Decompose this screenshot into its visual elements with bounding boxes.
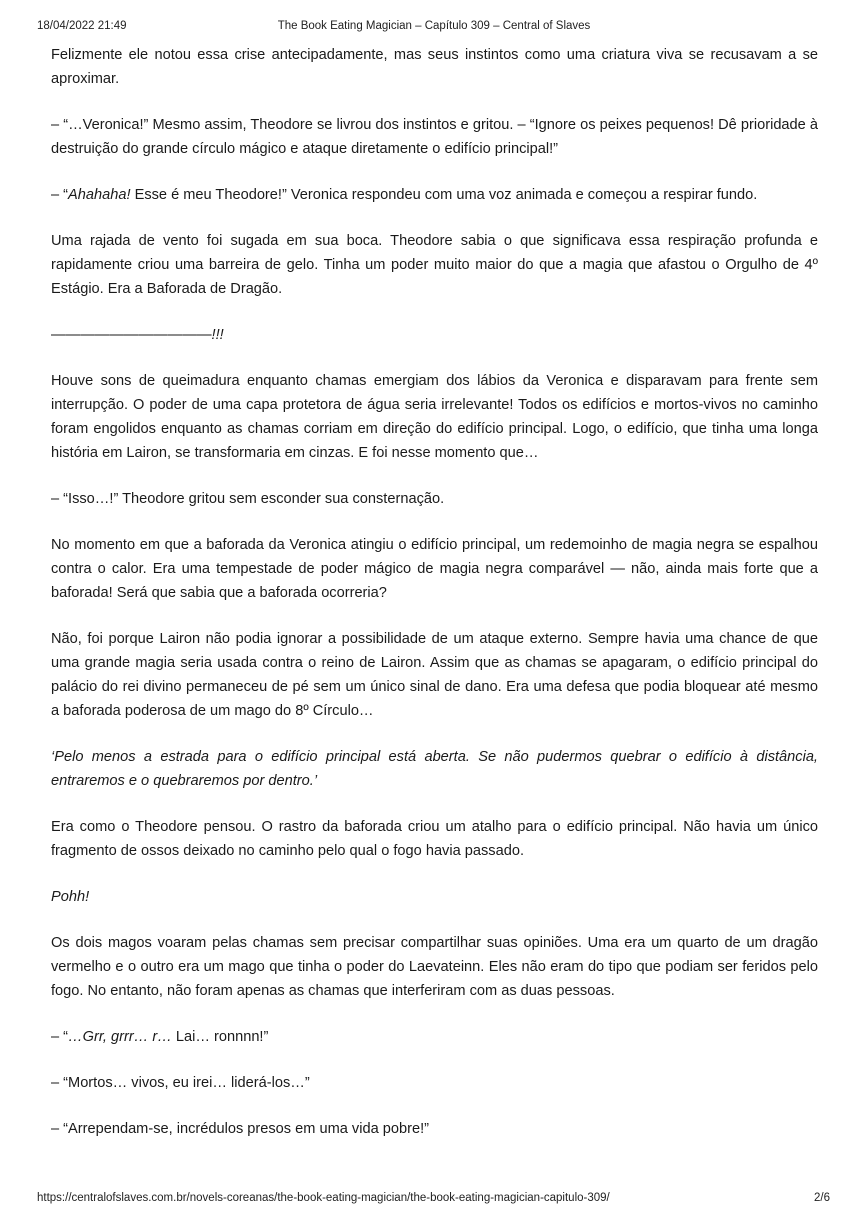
paragraph: No momento em que a baforada da Veronica atingiu o edifício principal, um redemoinho de magia negra se espalhou contra o calor. Era uma tempestade de poder mágico de magia negra comparável — não, ainda mais forte que a baforada! Será que sabia que a baforada ocorreria? xyxy=(51,537,818,601)
paragraph: – “Arrependam-se, incrédulos presos em uma vida pobre!” xyxy=(51,1121,429,1137)
paragraph: Os dois magos voaram pelas chamas sem precisar compartilhar suas opiniões. Uma era um quarto de um dragão vermelho e o outro era um mago que tinha o poder do Laevateinn. Eles não eram do tipo que podiam ser feridos pelo fogo. No entanto, não foram apenas as chamas que interferiram com as duas pessoas. xyxy=(51,935,818,999)
paragraph: Era como o Theodore pensou. O rastro da baforada criou um atalho para o edifício principal. Não havia um único fragmento de ossos deixado no caminho pelo qual o fogo havia passado. xyxy=(51,819,818,859)
sound-effect: Pohh! xyxy=(51,889,90,905)
italic-laugh: Ahahaha! xyxy=(68,187,131,203)
chapter-text xyxy=(51,43,818,1141)
dialogue-open: – “ xyxy=(51,187,69,203)
italic-growl: …Grr, grrr… r… xyxy=(68,1029,172,1045)
paragraph: Felizmente ele notou essa crise antecipadamente, mas seus instintos como uma criatura viva se recusavam a se aproximar. xyxy=(51,47,818,87)
paragraph: Houve sons de queimadura enquanto chamas emergiam dos lábios da Veronica e disparavam para frente sem interrupção. O poder de uma capa protetora de água seria irrelevante! Todos os edifícios e mortos-vivos no caminho foram engolidos enquanto as chamas corriam em direção do edifício principal. Logo, o edifício, que tinha uma longa história em Lairon, se transformaria em cinzas. E foi nesse momento que… xyxy=(51,373,818,461)
paragraph: Uma rajada de vento foi sugada em sua boca. Theodore sabia o que significava essa respiração profunda e rapidamente criou uma barreira de gelo. Tinha um poder muito maior do que a magia que afastou o Orgulho de 4º Estágio. Era a Baforada de Dragão. xyxy=(51,233,818,297)
paragraph: Não, foi porque Lairon não podia ignorar a possibilidade de um ataque externo. Sempre havia uma chance de que uma grande magia seria usada contra o reino de Lairon. Assim que as chamas se apagaram, o edifício principal do palácio do rei divino permaneceu de pé sem um único sinal de dano. Era uma defesa que podia bloquear até mesmo a baforada poderosa de um mago do 8º Círculo… xyxy=(51,631,818,719)
dialogue-open: – “ xyxy=(51,1029,69,1045)
page-title: The Book Eating Magician – Capítulo 309 – Central of Slaves xyxy=(277,20,591,32)
paragraph: – “Mortos… vivos, eu irei… liderá-los…” xyxy=(51,1075,310,1091)
page-footer xyxy=(0,1192,868,1208)
page-url: https://centralofslaves.com.br/novels-coreanas/the-book-eating-magician/the-book-eating-magician-capitulo-309/ xyxy=(37,1192,610,1204)
paragraph: – “…Veronica!” Mesmo assim, Theodore se livrou dos instintos e gritou. – “Ignore os peixes pequenos! Dê prioridade à destruição do grande círculo mágico e ataque diretamente o edifício principal!” xyxy=(51,117,818,157)
thought-paragraph: ‘Pelo menos a estrada para o edifício principal está aberta. Se não pudermos quebrar o edifício à distância, entraremos e o quebraremos por dentro.’ xyxy=(51,749,818,789)
paragraph xyxy=(51,323,818,347)
paragraph: – “Isso…!” Theodore gritou sem esconder sua consternação. xyxy=(51,491,445,507)
paragraph xyxy=(51,183,818,207)
dialogue-rest: Lai… ronnnn!” xyxy=(171,1029,269,1045)
page-number: 2/6 xyxy=(814,1192,830,1204)
page-header xyxy=(0,20,868,36)
dialogue-rest: Esse é meu Theodore!” Veronica respondeu com uma voz animada e começou a respirar fundo. xyxy=(130,187,758,203)
exclamation: !!! xyxy=(211,327,224,343)
print-date: 18/04/2022 21:49 xyxy=(37,20,127,32)
paragraph xyxy=(51,1025,818,1049)
dash-line: ——————————— xyxy=(51,327,212,343)
